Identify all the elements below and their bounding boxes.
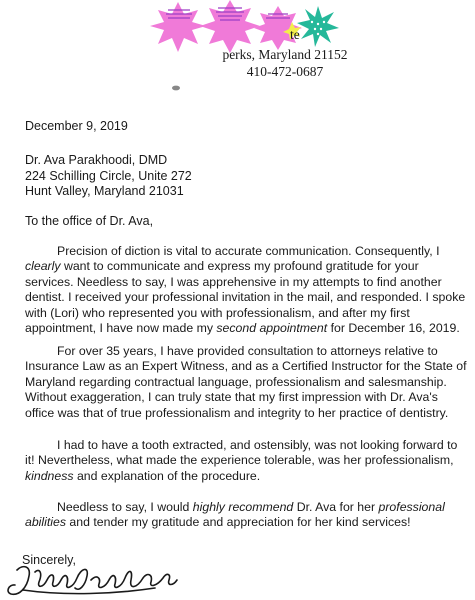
paragraph-4: Needless to say, I would highly recommend Dr. Ava for her professional abilities and tender my gratitude and appreciation for her kind services! bbox=[25, 500, 445, 530]
handwritten-signature bbox=[5, 558, 180, 600]
paragraph-2: For over 35 years, I have provided consultation to attorneys relative to Insurance Law as an Expert Witness, and as a Certified Instructor for the State of Maryland regarding contractual language, professionalism and salesmanship. Without exaggeration, I can truly state that my first impression with Dr. Ava's office was that of true professionalism and integrity to her practice of dentistry. bbox=[25, 344, 467, 420]
letterhead-fragment: te bbox=[290, 27, 300, 42]
recipient-street: 224 Schilling Circle, Unite 272 bbox=[25, 168, 192, 183]
letterhead-phone: 410-472-0687 bbox=[246, 64, 324, 79]
ink-smudge bbox=[170, 84, 182, 92]
letterhead bbox=[150, 27, 420, 80]
paragraph-1: Precision of diction is vital to accurate communication. Consequently, I clearly want to communicate and express my profound gratitude for your services. Needless to say, I was apprehensive in my attempts to find another dentist. I received your professional invitation in the mail, and responded. I spoke with (Lori) who represented you with professionalism, and after my first appointment, I have now made my second appointment for December 16, 2019. bbox=[25, 244, 466, 336]
recipient-name: Dr. Ava Parakhoodi, DMD bbox=[25, 153, 168, 167]
recipient-address bbox=[25, 153, 192, 200]
recipient-city: Hunt Valley, Maryland 21031 bbox=[25, 184, 184, 198]
closing: Sincerely, bbox=[22, 553, 76, 567]
salutation: To the office of Dr. Ava, bbox=[25, 214, 154, 228]
letter-date: December 9, 2019 bbox=[25, 119, 128, 133]
paragraph-3: I had to have a tooth extracted, and ostensibly, was not looking forward to it! Nevertheless, what made the experience tolerable, was her professionalism, kindness and explanation of the procedure. bbox=[25, 438, 458, 483]
letterhead-city: perks, Maryland 21152 bbox=[222, 47, 348, 62]
teal-starburst-sticker bbox=[297, 6, 339, 47]
